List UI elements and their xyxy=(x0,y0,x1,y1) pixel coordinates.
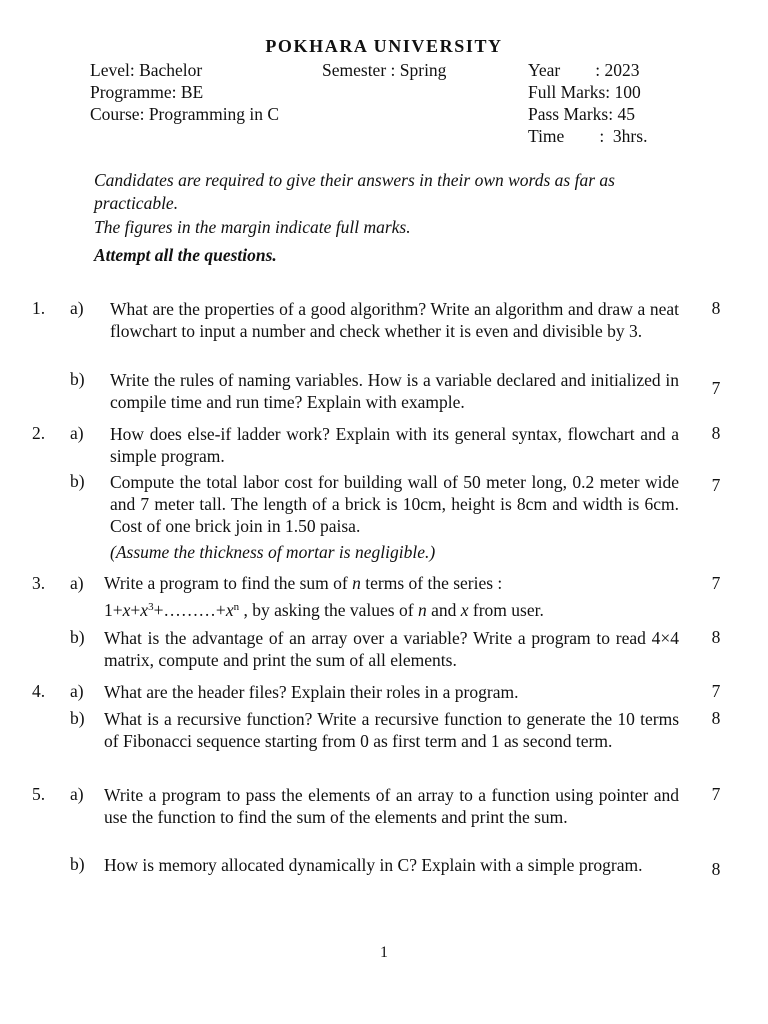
question-text: What is a recursive function? Write a recursive function to generate the 10 terms of Fibonacci sequence starting from 0 as first term and 1 as second term. xyxy=(104,709,679,751)
question-text: Write a program to pass the elements of an array to a function using pointer and use the function to find the sum of the elements and print the sum. xyxy=(104,785,679,827)
question-text: How does else-if ladder work? Explain with its general syntax, flowchart and a simple program. xyxy=(110,424,679,466)
part-label: b) xyxy=(70,471,85,491)
part-label: b) xyxy=(70,369,85,389)
part-label: b) xyxy=(70,708,85,728)
marks: 7 xyxy=(711,784,721,804)
question-note: (Assume the thickness of mortar is negligible.) xyxy=(110,542,436,562)
question-text: What are the header files? Explain their roles in a program. xyxy=(104,682,519,702)
question-number: 2. xyxy=(32,423,46,443)
part-label: a) xyxy=(70,573,84,593)
instruction-attempt-all: Attempt all the questions. xyxy=(94,245,277,265)
part-label: b) xyxy=(70,627,85,647)
part-label: a) xyxy=(70,681,84,701)
marks: 8 xyxy=(711,859,721,879)
part-label: a) xyxy=(70,784,84,804)
question-text: Compute the total labor cost for building wall of 50 meter long, 0.2 meter wide and 7 meter tall. The length of a brick is 10cm, height is 8cm and width is 6cm. Cost of one brick join in 1.50 paisa. xyxy=(110,472,679,536)
question-text: How is memory allocated dynamically in C? Explain with a simple program. xyxy=(104,855,643,875)
pass-marks-label: Pass Marks: 45 xyxy=(528,104,635,124)
series-formula: $1+x+x^3+\dots\dots\dots+x^n$ , by asking the values of n and x from user. xyxy=(104,600,544,620)
instruction-margin-marks: The figures in the margin indicate full marks. xyxy=(94,217,411,237)
time-label: Time : 3hrs. xyxy=(528,126,648,146)
marks: 7 xyxy=(711,475,721,495)
part-label: a) xyxy=(70,298,84,318)
page-number: 1 xyxy=(380,944,388,961)
question-text: What are the properties of a good algorithm? Write an algorithm and draw a neat flowchart to input a number and check whether it is even and divisible by 3. xyxy=(110,299,679,341)
instruction-own-words: Candidates are required to give their answers in their own words as far as practicable. xyxy=(94,170,615,213)
question-number: 3. xyxy=(32,573,46,593)
question-text: Write the rules of naming variables. How is a variable declared and initialized in compile time and run time? Explain with example. xyxy=(110,370,679,412)
question-text: Write a program to find the sum of n terms of the series : xyxy=(104,573,503,593)
marks: 8 xyxy=(711,298,721,318)
marks: 7 xyxy=(711,681,721,701)
marks: 7 xyxy=(711,573,721,593)
question-number: 4. xyxy=(32,681,46,701)
programme-label: Programme: BE xyxy=(90,82,204,102)
semester-label: Semester : Spring xyxy=(322,60,447,80)
question-number: 1. xyxy=(32,298,46,318)
year-label: Year : 2023 xyxy=(528,60,640,80)
university-title: POKHARA UNIVERSITY xyxy=(265,36,503,56)
marks: 7 xyxy=(711,378,721,398)
marks: 8 xyxy=(711,627,721,647)
course-label: Course: Programming in C xyxy=(90,104,280,124)
part-label: a) xyxy=(70,423,84,443)
part-label: b) xyxy=(70,854,85,874)
marks: 8 xyxy=(711,708,721,728)
question-number: 5. xyxy=(32,784,46,804)
full-marks-label: Full Marks: 100 xyxy=(528,82,641,102)
question-text: What is the advantage of an array over a variable? Write a program to read 4×4 matrix, compute and print the sum of all elements. xyxy=(104,628,679,670)
marks: 8 xyxy=(711,423,721,443)
level-label: Level: Bachelor xyxy=(90,60,203,80)
